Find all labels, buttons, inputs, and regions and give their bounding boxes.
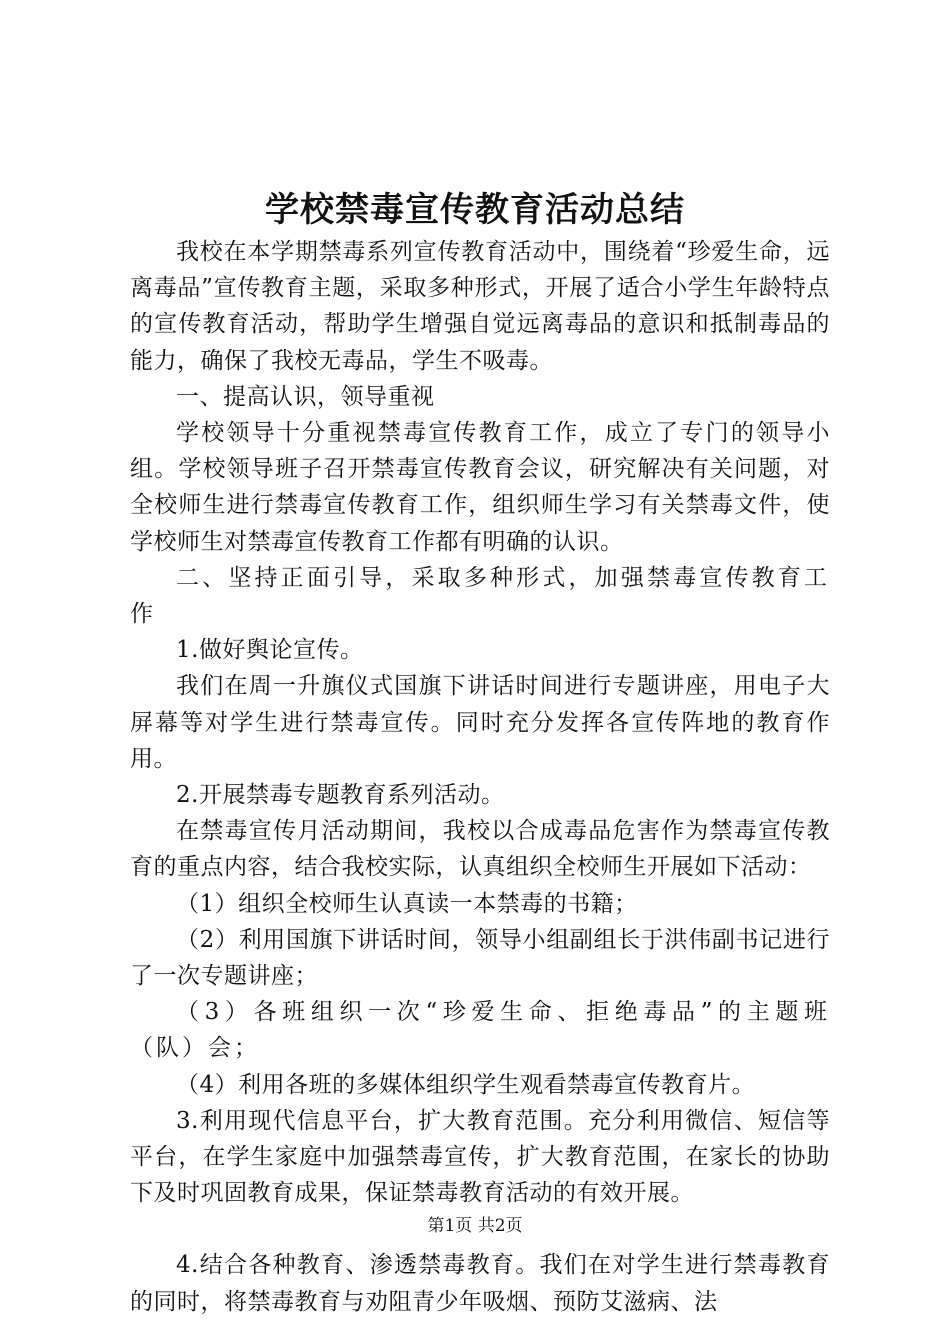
activity-list-item: （4）利用各班的多媒体组织学生观看禁毒宣传教育片。 <box>176 1071 756 1098</box>
activity-list-item: （2）利用国旗下讲话时间，领导小组副组长于洪伟副书记进行了一次专题讲座； <box>130 926 830 990</box>
item-2-heading: 2.开展禁毒专题教育系列活动。 <box>176 782 505 809</box>
intro-paragraph: 我校在本学期禁毒系列宣传教育活动中，围绕着“珍爱生命，远离毒品”宣传教育主题，采取多种形式，开展了适合小学生年龄特点的宣传教育活动，帮助学生增强自觉远离毒品的意识和抵制毒品的能力，确保了我校无毒品，学生不吸毒。 <box>130 239 830 374</box>
activity-list-item: （1）组织全校师生认真读一本禁毒的书籍； <box>176 890 638 917</box>
page-number: 第1页 共2页 <box>427 1216 523 1236</box>
section-1-paragraph: 学校领导十分重视禁毒宣传教育工作，成立了专门的领导小组。学校领导班子召开禁毒宣传教育会议，研究解决有关问题，对全校师生进行禁毒宣传教育工作，组织师生学习有关禁毒文件，使学校师生对禁毒宣传教育工作都有明确的认识。 <box>130 420 830 555</box>
item-4-paragraph: 4.结合各种教育、渗透禁毒教育。我们在对学生进行禁毒教育的同时，将禁毒教育与劝阻青少年吸烟、预防艾滋病、法 <box>130 1252 830 1315</box>
item-1-paragraph: 我们在周一升旗仪式国旗下讲话时间进行专题讲座，用电子大屏幕等对学生进行禁毒宣传。同时充分发挥各宣传阵地的教育作用。 <box>130 673 830 772</box>
item-3-paragraph: 3.利用现代信息平台，扩大教育范围。充分利用微信、短信等平台，在学生家庭中加强禁毒宣传，扩大教育范围，在家长的协助下及时巩固教育成果，保证禁毒教育活动的有效开展。 <box>130 1107 830 1207</box>
item-2-paragraph: 在禁毒宣传月活动期间，我校以合成毒品危害作为禁毒宣传教育的重点内容，结合我校实际，认真组织全校师生开展如下活动： <box>130 818 830 881</box>
section-heading-2: 二、坚持正面引导，采取多种形式，加强禁毒宣传教育工作 <box>130 564 830 628</box>
document-title: 学校禁毒宣传教育活动总结 <box>265 190 685 230</box>
item-1-heading: 1.做好舆论宣传。 <box>176 637 364 664</box>
activity-list-item: （3）各班组织一次“珍爱生命、拒绝毒品”的主题班（队）会； <box>130 999 830 1062</box>
document-body <box>130 234 830 1320</box>
section-heading-1: 一、提高认识，领导重视 <box>176 383 435 410</box>
